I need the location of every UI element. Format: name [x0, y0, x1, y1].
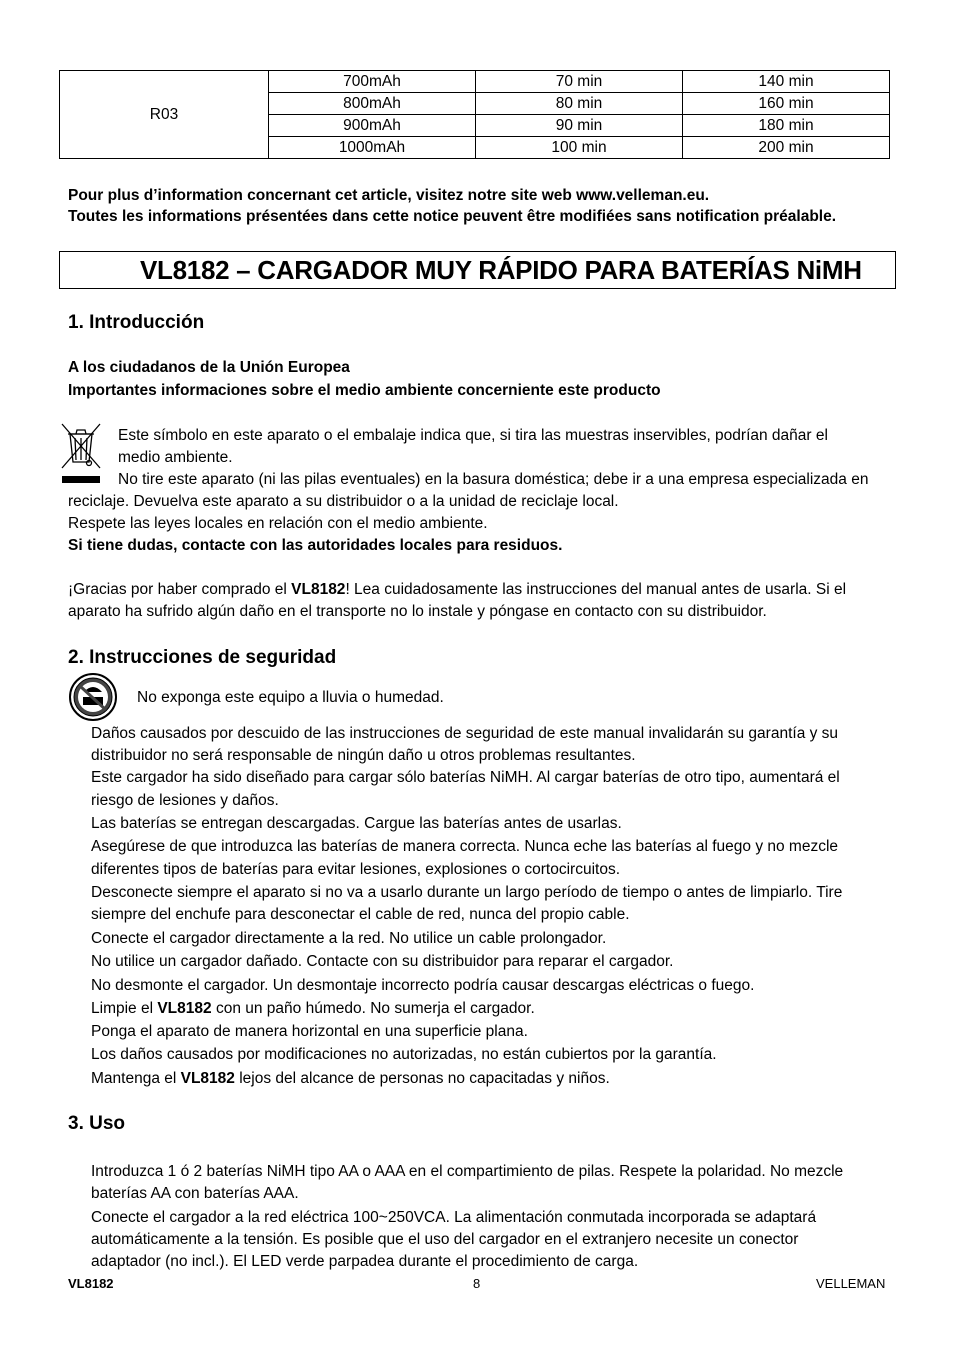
- usage-line: automáticamente a la tensión. Es posible que el uso del cargador en el extranjero necesite un conector: [91, 1231, 799, 1248]
- safety-line-keep: [91, 1068, 610, 1090]
- safety-text: con un paño húmedo. No sumerja el cargador.: [211, 1000, 535, 1017]
- safety-line: No utilice un cargador dañado. Contacte con su distribuidor para reparar el cargador.: [91, 953, 674, 970]
- fr-notice-line-2: Toutes les informations présentées dans cette notice peuvent être modifiées sans notification préalable.: [68, 208, 837, 225]
- safety-line-clean: [91, 998, 535, 1020]
- usage-line: adaptador (no incl.). El LED verde parpadea durante el procedimiento de carga.: [91, 1253, 639, 1270]
- weee-text-line-6: Si tiene dudas, contacte con las autoridades locales para residuos.: [68, 537, 563, 554]
- no-rain-text: No exponga este equipo a lluvia o humedad.: [137, 689, 444, 706]
- safety-line: Ponga el aparato de manera horizontal en una superficie plana.: [91, 1023, 528, 1040]
- no-rain-icon: [68, 672, 118, 722]
- thanks-text: ! Lea cuidadosamente las instrucciones del manual antes de usarla. Si el: [345, 581, 847, 598]
- product-code: VL8182: [291, 581, 346, 598]
- charge-time-table: [59, 70, 890, 159]
- safety-line: No desmonte el cargador. Un desmontaje incorrecto podría causar descargas eléctricas o fuego.: [91, 977, 755, 994]
- weee-bin-icon: [58, 420, 104, 486]
- eu-heading: A los ciudadanos de la Unión Europea: [68, 359, 350, 376]
- safety-line: Desconecte siempre el aparato si no va a usarlo durante un largo período de tiempo o antes de limpiarlo. Tire: [91, 884, 843, 901]
- safety-line: Las baterías se entregan descargadas. Cargue las baterías antes de usarlas.: [91, 815, 622, 832]
- battery-type-cell: R03: [60, 71, 269, 159]
- footer-product-code: VL8182: [68, 1276, 114, 1291]
- usage-line: Introduzca 1 ó 2 baterías NiMH tipo AA o AAA en el compartimiento de pilas. Respete la polaridad. No mezcle: [91, 1163, 844, 1180]
- weee-text-line-2: medio ambiente.: [118, 449, 233, 466]
- eu-subheading: Importantes informaciones sobre el medio ambiente concerniente este producto: [68, 382, 661, 399]
- section-heading-seguridad: 2. Instrucciones de seguridad: [68, 647, 337, 668]
- weee-text-line-5: Respete las leyes locales en relación con el medio ambiente.: [68, 515, 488, 532]
- safety-line: Asegúrese de que introduzca las baterías de manera correcta. Nunca eche las baterías al fuego y no mezcle: [91, 838, 839, 855]
- usage-line: baterías AA con baterías AAA.: [91, 1185, 299, 1202]
- safety-text: Mantenga el: [91, 1070, 181, 1087]
- document-title: VL8182 – CARGADOR MUY RÁPIDO PARA BATERÍAS NiMH: [140, 255, 862, 285]
- table-cell: 80 min: [476, 93, 683, 115]
- table-cell: 800mAh: [269, 93, 476, 115]
- table-cell: 700mAh: [269, 71, 476, 93]
- table-cell: 90 min: [476, 115, 683, 137]
- footer-page-number: 8: [473, 1276, 481, 1291]
- table-cell: 180 min: [683, 115, 890, 137]
- safety-line: riesgo de lesiones y daños.: [91, 792, 279, 809]
- product-code: VL8182: [157, 1000, 212, 1017]
- table-row: [60, 71, 890, 93]
- safety-line: Este cargador ha sido diseñado para cargar sólo baterías NiMH. Al cargar baterías de otro tipo, aumentará el: [91, 769, 840, 786]
- thanks-text: ¡Gracias por haber comprado el: [68, 581, 292, 598]
- safety-line: Los daños causados por modificaciones no autorizadas, no están cubiertos por la garantía.: [91, 1046, 717, 1063]
- weee-text-line-3: No tire este aparato (ni las pilas eventuales) en la basura doméstica; debe ir a una empresa especializada en: [118, 471, 869, 488]
- table-cell: 1000mAh: [269, 137, 476, 159]
- thanks-line-2: aparato ha sufrido algún daño en el transporte no lo instale y póngase en contacto con su distribuidor.: [68, 603, 767, 620]
- weee-text-line-4: reciclaje. Devuelva este aparato a su distribuidor o a la unidad de reciclaje local.: [68, 493, 619, 510]
- safety-line: Daños causados por descuido de las instrucciones de seguridad de este manual invalidarán su garantía y su: [91, 725, 839, 742]
- thanks-line-1: [68, 579, 846, 601]
- safety-line: diferentes tipos de baterías para evitar lesiones, explosiones o cortocircuitos.: [91, 861, 621, 878]
- table-cell: 100 min: [476, 137, 683, 159]
- safety-line: Conecte el cargador directamente a la red. No utilice un cable prolongador.: [91, 930, 607, 947]
- table-cell: 70 min: [476, 71, 683, 93]
- section-heading-uso: 3. Uso: [68, 1113, 126, 1134]
- table-cell: 160 min: [683, 93, 890, 115]
- safety-line: distribuidor no será responsable de ningún daño u otros problemas resultantes.: [91, 747, 636, 764]
- product-code: VL8182: [180, 1070, 235, 1087]
- usage-line: Conecte el cargador a la red eléctrica 100~250VCA. La alimentación conmutada incorporada se adaptará: [91, 1209, 817, 1226]
- document-title-box: [59, 251, 896, 289]
- table-cell: 140 min: [683, 71, 890, 93]
- safety-text: lejos del alcance de personas no capacitadas y niños.: [234, 1070, 610, 1087]
- table-cell: 200 min: [683, 137, 890, 159]
- footer-brand: VELLEMAN: [816, 1276, 886, 1291]
- weee-text-line-1: Este símbolo en este aparato o el embalaje indica que, si tira las muestras inservibles, podrían dañar el: [118, 427, 828, 444]
- fr-notice-line-1: Pour plus d’information concernant cet article, visitez notre site web www.velleman.eu.: [68, 187, 710, 204]
- section-heading-introduccion: 1. Introducción: [68, 312, 205, 333]
- safety-line: siempre del enchufe para desconectar el cable de red, nunca del propio cable.: [91, 906, 630, 923]
- safety-text: Limpie el: [91, 1000, 158, 1017]
- table-cell: 900mAh: [269, 115, 476, 137]
